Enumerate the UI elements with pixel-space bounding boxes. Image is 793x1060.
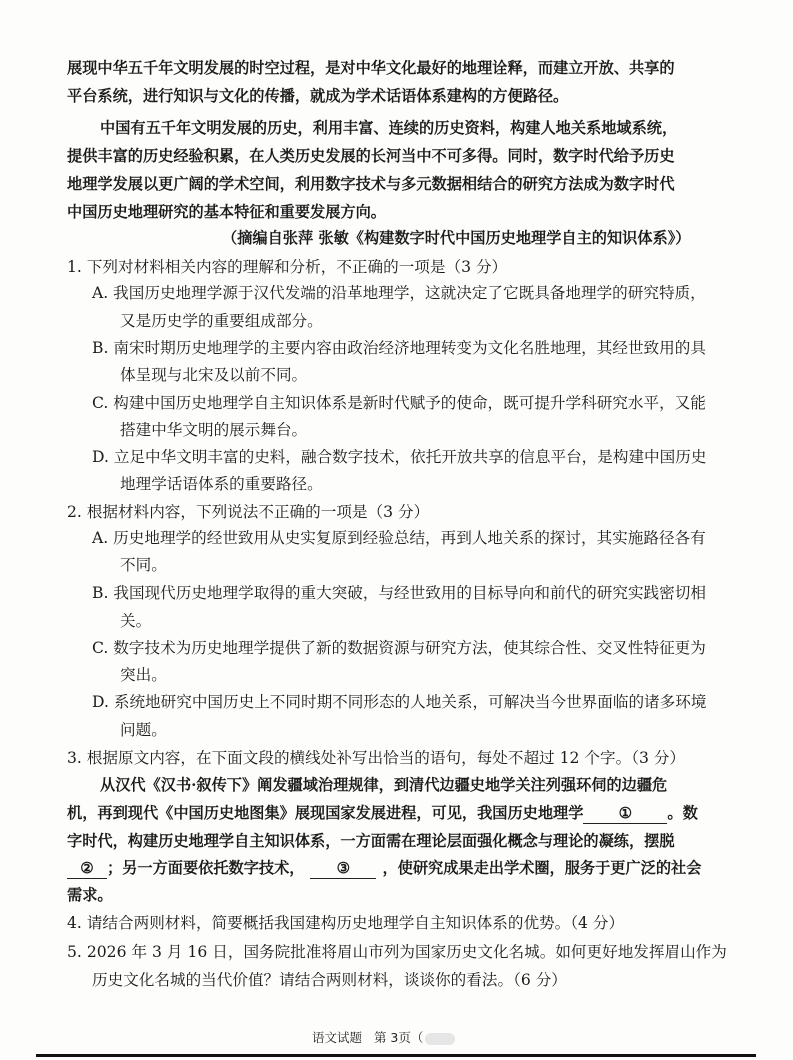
- q2-option-b: B. 我国现代历史地理学取得的重大突破，与经世致用的目标导向和前代的研究实践密切相: [92, 584, 706, 602]
- footer-page: 第 3页（: [373, 1030, 424, 1045]
- q1-option-b: B. 南宋时期历史地理学的主要内容由政治经济地理转变为文化名胜地理，其经世致用的具: [92, 339, 706, 357]
- q1-option-d: D. 立足中华文明丰富的史料，融合数字技术，依托开放共享的信息平台，是构建中国历史: [92, 448, 707, 466]
- q5-stem-line-2: 历史文化名城的当代价值？请结合两则材料，谈谈你的看法。（6 分）: [92, 971, 567, 989]
- q2-stem: 2. 根据材料内容，下列说法不正确的一项是（3 分）: [67, 503, 430, 521]
- q3-blank-3[interactable]: ③: [310, 858, 376, 879]
- passage-line-2: 平台系统，进行知识与文化的传播，就成为学术话语体系建构的方便路径。: [67, 87, 569, 105]
- q1-option-a: A. 我国历史地理学源于汉代发端的沿革地理学，这就决定了它既具备地理学的研究特质，: [92, 284, 706, 302]
- page-footer: [312, 1028, 455, 1046]
- q3-para-line-3: 字时代，构建历史地理学自主知识体系，一方面需在理论层面强化概念与理论的凝练，摆脱: [67, 832, 675, 850]
- q1-option-d-cont: 地理学话语体系的重要路径。: [120, 475, 323, 493]
- q3-blank-1[interactable]: ①: [583, 803, 667, 824]
- q2-option-c-cont: 突出。: [120, 666, 167, 684]
- passage-line-4: 提供丰富的历史经验积累，在人类历史发展的长河当中不可多得。同时，数字时代给予历史: [67, 147, 675, 165]
- q3-para-line-4: [67, 858, 701, 879]
- q3-para-line-4-end: ，使研究成果走出学术圈，服务于更广泛的社会: [382, 859, 702, 877]
- q2-option-c: C. 数字技术为历史地理学提供了新的数据资源与研究方法，使其综合性、交叉性特征更为: [92, 639, 706, 657]
- bottom-divider: [36, 1054, 756, 1057]
- passage-line-3: 中国有五千年文明发展的历史，利用丰富、连续的历史资料，构建人地关系地域系统，: [100, 119, 678, 137]
- q3-para-line-2-end: 。数: [667, 804, 698, 822]
- q2-option-d: D. 系统地研究中国历史上不同时期不同形态的人地关系，可解决当今世界面临的诸多环境: [92, 693, 707, 711]
- q1-option-a-cont: 又是历史学的重要组成部分。: [120, 312, 323, 330]
- q5-stem-line-1: 5. 2026 年 3 月 16 日，国务院批准将眉山市列为国家历史文化名城。如何更好地发挥眉山作为: [67, 943, 727, 961]
- q1-option-b-cont: 体呈现与北宋及以前不同。: [120, 366, 308, 384]
- q3-para-line-4-mid: ；另一方面要依托数字技术，: [107, 859, 305, 877]
- q2-option-a: A. 历史地理学的经世致用从史实复原到经验总结，再到人地关系的探讨，其实施路径各有: [92, 529, 706, 547]
- q3-para-line-5: 需求。: [67, 886, 113, 904]
- q3-para-line-1: 从汉代《汉书·叙传下》阐发疆域治理规律，到清代边疆史地学关注列强环伺的边疆危: [100, 776, 668, 794]
- q2-option-b-cont: 关。: [120, 612, 152, 630]
- passage-line-6: 中国历史地理研究的基本特征和重要发展方向。: [67, 203, 386, 221]
- passage-line-1: 展现中华五千年文明发展的时空过程，是对中华文化最好的地理诠释，而建立开放、共享的: [67, 59, 675, 77]
- footer-label: 语文试题: [312, 1030, 363, 1045]
- q3-stem: 3. 根据原文内容，在下面文段的横线处补写出恰当的语句，每处不超过 12 个字。（3 分）: [67, 749, 686, 767]
- q1-option-c-cont: 搭建中华文明的展示舞台。: [120, 421, 308, 439]
- q1-stem: 1. 下列对材料相关内容的理解和分析，不正确的一项是（3 分）: [67, 258, 508, 276]
- q1-option-c: C. 构建中国历史地理学自主知识体系是新时代赋予的使命，既可提升学科研究水平，又能: [92, 394, 706, 412]
- q2-option-a-cont: 不同。: [120, 556, 167, 574]
- q2-option-d-cont: 问题。: [120, 721, 167, 739]
- footer-blurred-area: [425, 1033, 455, 1045]
- q3-para-line-2-text: 机，再到现代《中国历史地图集》展现国家发展进程，可见，我国历史地理学: [67, 804, 584, 822]
- passage-line-5: 地理学发展以更广阔的学术空间，利用数字技术与多元数据相结合的研究方法成为数字时代: [67, 175, 675, 193]
- q3-para-line-2: [67, 803, 698, 824]
- q4-stem: 4. 请结合两则材料，简要概括我国建构历史地理学自主知识体系的优势。（4 分）: [67, 914, 625, 932]
- passage-source: （摘编自张萍 张敏《构建数字时代中国历史地理学自主的知识体系》）: [222, 229, 691, 247]
- q3-blank-2[interactable]: ②: [67, 858, 107, 879]
